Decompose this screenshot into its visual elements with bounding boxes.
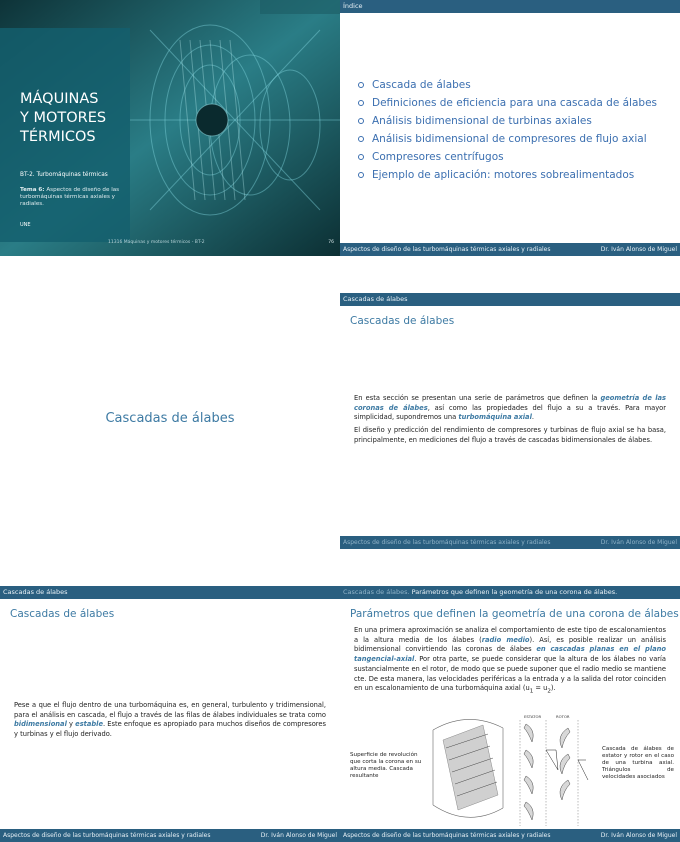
slide-header: Cascadas de álabes xyxy=(0,586,340,599)
circle-bullet-icon xyxy=(358,136,364,142)
index-item[interactable]: Definiciones de eficiencia para una cascada de álabes xyxy=(358,94,657,112)
slide-body: En esta sección se presentan una serie de parámetros que definen la geometría de las coronas de álabes, así como las propiedades del flujo a su a través. Para mayor simplicidad, supondremos una turbomáquina axial. El diseño y predicción del rendimiento de compresores y turbinas de flujo axial se ha basa, principalmente, en mediciones del flujo a través de cascadas bidimensionales de álabes. xyxy=(354,394,666,444)
slide-header: Índice xyxy=(340,0,680,13)
index-item[interactable]: Compresores centrífugos xyxy=(358,148,657,166)
circle-bullet-icon xyxy=(358,172,364,178)
slide-cascadas-flujo xyxy=(0,586,340,842)
slide-footer: Aspectos de diseño de las turbomáquinas térmicas axiales y radiales Dr. Iván Alonso de Miguel xyxy=(0,829,340,842)
caption-right: Cascada de álabes de estator y rotor en el caso de una turbina axial. Triángulos de velocidades asociados xyxy=(602,746,674,780)
slide-header: Cascadas de álabes xyxy=(340,293,680,306)
slide-body: Pese a que el flujo dentro de una turbomáquina es, en general, turbulento y tridimensional, para el análisis en cascada, el flujo a través de las filas de álabes individuales se trata como bidimensional y estable. Este enfoque es apropiado para muchos diseños de compresores y turbinas y el flujo derivado. xyxy=(14,701,326,739)
slide-footer: Aspectos de diseño de las turbomáquinas térmicas axiales y radiales Dr. Iván Alonso de Miguel xyxy=(340,829,680,842)
slide-title: Cascadas de álabes xyxy=(350,315,455,327)
slide-footer: Aspectos de diseño de las turbomáquinas térmicas axiales y radiales Dr. Iván Alonso de Miguel xyxy=(340,243,680,256)
slide-footer: Aspectos de diseño de las turbomáquinas térmicas axiales y radiales Dr. Iván Alonso de Miguel xyxy=(340,536,680,549)
index-item[interactable]: Ejemplo de aplicación: motores sobrealimentados xyxy=(358,166,657,184)
slide-parametros xyxy=(340,586,680,842)
index-list xyxy=(358,76,657,184)
index-item[interactable]: Cascada de álabes xyxy=(358,76,657,94)
slide-cascadas-intro xyxy=(340,293,680,549)
svg-text:ESTATOR: ESTATOR xyxy=(524,714,542,719)
caption-left: Superficie de revolución que corta la corona en su altura media. Cascada resultante xyxy=(350,752,422,779)
index-item[interactable]: Análisis bidimensional de turbinas axiales xyxy=(358,112,657,130)
slide-body: En una primera aproximación se analiza el comportamiento de este tipo de escalonamientos a la altura media de los álabes (radio medio). Así, es posible realizar un análisis bidimensional convirtiendo las coronas de álabes en cascadas planas en el plano tangencial-axial. Por otra parte, se puede considerar que la altura de los álabes no varía sustancialmente en el rotor, de modo que se puede suponer que el radio medio se mantiene cte. De esta manera, las velocidades periféricas a la entrada y a la salida del rotor coinciden en un escalonamiento de una turbomáquina axial $(u_1 = u_2)$. xyxy=(354,626,666,695)
slide-index xyxy=(340,0,680,256)
slide-title: Cascadas de álabes xyxy=(10,608,115,620)
svg-text:ROTOR: ROTOR xyxy=(556,714,570,719)
circle-bullet-icon xyxy=(358,82,364,88)
university-mark: UNE xyxy=(20,222,31,228)
slide-header: Cascadas de álabes. Parámetros que definen la geometría de una corona de álabes. xyxy=(340,586,680,599)
circle-bullet-icon xyxy=(358,118,364,124)
cascade-diagram xyxy=(428,710,598,828)
cover-tema: Tema 6: Aspectos de diseño de las turbomáquinas térmicas axiales y radiales. xyxy=(20,187,120,207)
circle-bullet-icon xyxy=(358,100,364,106)
cover-subtitle: BT-2. Turbomáquinas térmicas xyxy=(20,172,108,178)
slide-cover xyxy=(0,0,340,256)
slide-section xyxy=(0,293,340,549)
section-title: Cascadas de álabes xyxy=(105,411,235,426)
circle-bullet-icon xyxy=(358,154,364,160)
index-item[interactable]: Análisis bidimensional de compresores de flujo axial xyxy=(358,130,657,148)
cover-title: MÁQUINAS Y MOTORES TÉRMICOS xyxy=(20,91,107,145)
cover-footer: 11316 Máquinas y motores térmicos - BT-2 xyxy=(108,240,205,245)
page-number: 76 xyxy=(328,240,334,245)
slide-title: Parámetros que definen la geometría de una corona de álabes xyxy=(350,608,679,620)
